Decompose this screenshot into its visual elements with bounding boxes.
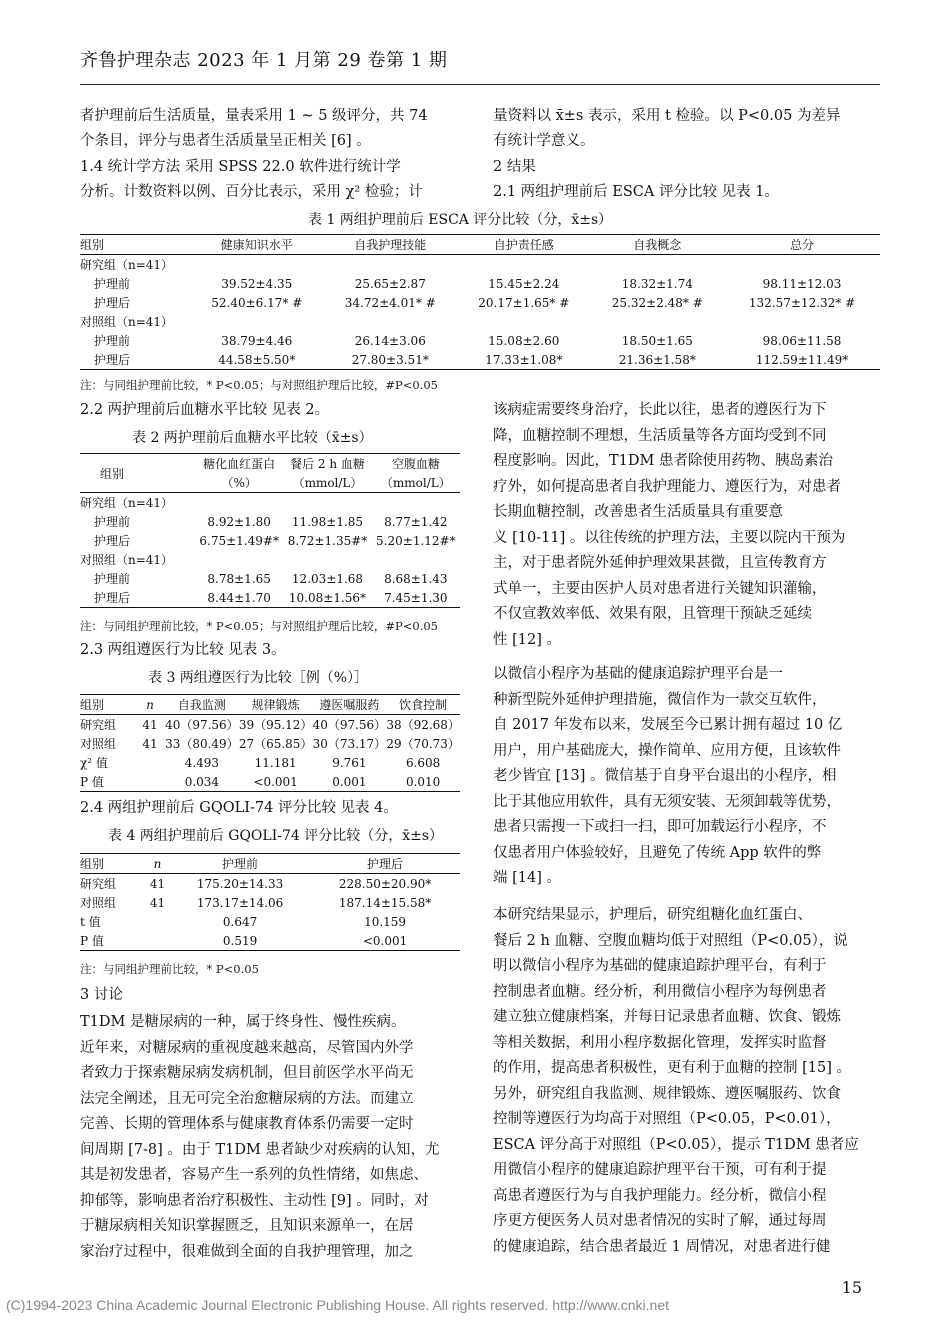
table-cell: 5.20±1.12#*	[376, 533, 456, 548]
table-cell: 9.761	[332, 755, 367, 770]
table-cell: 8.72±1.35#*	[287, 533, 368, 548]
text-line: 完善、长期的管理体系与健康教育体系仍需要一定时	[80, 1116, 414, 1132]
section-heading-2-3: 2.3 两组遵医行为比较 见表 3。	[80, 642, 286, 658]
table-cell: 15.45±2.24	[488, 276, 560, 291]
text-line: 量资料以 x̄±s 表示，采用 t 检验。以 P<0.05 为差异	[493, 108, 841, 124]
table-cell: 0.647	[222, 914, 258, 929]
table-cell: 8.44±1.70	[207, 590, 271, 605]
table-cell: 12.03±1.68	[291, 571, 364, 586]
table2-header: （%）	[221, 476, 257, 490]
table-cell: <0.001	[362, 933, 408, 948]
table1-header: 总分	[790, 238, 815, 252]
table3	[80, 694, 460, 792]
table-cell: 0.519	[222, 933, 258, 948]
table-cell: 98.06±11.58	[762, 333, 842, 348]
table-cell: 11.98±1.85	[291, 514, 364, 529]
text-line: 者护理前后生活质量，量表采用 1 ~ 5 级评分，共 74	[80, 108, 428, 124]
table-cell: 17.33±1.08*	[485, 352, 563, 367]
text-line: T1DM 是糖尿病的一种，属于终身性、慢性疾病。	[80, 1014, 406, 1030]
table-cell: χ² 值	[80, 756, 108, 770]
copyright-footer: (C)1994-2023 China Academic Journal Electronic Publishing House. All rights reserved. http://www.cnki.net	[6, 1297, 669, 1313]
text-line: 抑郁等，影响患者治疗积极性、主动性 [9] 。同时，对	[80, 1193, 429, 1209]
table-row	[80, 874, 460, 894]
table-row	[80, 715, 460, 735]
table-cell: 研究组	[80, 877, 117, 891]
table2	[80, 453, 460, 608]
table-cell: 39.52±4.35	[221, 276, 293, 291]
text-line: 餐后 2 h 血糖、空腹血糖均低于对照组（P<0.05），说	[493, 933, 848, 949]
table-row	[80, 588, 460, 608]
table2-header: 糖化血红蛋白	[203, 457, 276, 471]
text-line: 疗外，如何提高患者自我护理能力、遵医行为，对患者	[493, 479, 841, 495]
table-cell: 护理后	[94, 296, 131, 310]
table-cell: 27（65.85）	[238, 737, 313, 751]
table3-header: 饮食控制	[399, 698, 448, 712]
table-cell: 护理后	[94, 534, 131, 548]
table-cell: 112.59±11.49*	[755, 352, 849, 367]
section-heading-2-2: 2.2 两护理前后血糖水平比较 见表 2。	[80, 402, 330, 418]
table-cell: 8.78±1.65	[207, 571, 271, 586]
text-line: 分析。计数资料以例、百分比表示，采用 χ² 检验；计	[80, 184, 423, 200]
text-line: 自 2017 年发布以来，发展至今已累计拥有超过 10 亿	[493, 717, 843, 733]
text-line: 仅患者用户体验较好，且避免了传统 App 软件的弊	[493, 845, 822, 861]
table-cell: 26.14±3.06	[354, 333, 426, 348]
table-cell: 10.08±1.56*	[288, 590, 367, 605]
table-row	[80, 569, 460, 588]
text-line: 法完全阐述，且无可完全治愈糖尿病的方法。而建立	[80, 1091, 414, 1107]
section-heading-2: 2 结果	[493, 159, 536, 175]
table2-header: （mmol/L）	[292, 476, 363, 490]
table-row	[80, 293, 880, 312]
table-cell: 0.001	[332, 774, 367, 789]
table2-header: （mmol/L）	[380, 476, 451, 490]
table-cell: 25.32±2.48* #	[611, 295, 703, 310]
table-cell: 10.159	[364, 914, 407, 929]
table-cell	[145, 931, 170, 951]
table-cell: 18.50±1.65	[621, 333, 693, 348]
table-cell: 对照组	[80, 896, 117, 910]
table-row	[80, 331, 880, 350]
table-cell	[135, 753, 165, 772]
text-line: 义 [10-11] 。以往传统的护理方法，主要以院内干预为	[493, 530, 846, 546]
table3-header: n	[146, 697, 154, 712]
table2-note: 注：与同组护理前比较，* P<0.05；与对照组护理后比较，#P<0.05	[80, 619, 438, 633]
header-rule	[80, 84, 880, 85]
table4-caption: 表 4 两组护理前后 GQOLI-74 评分比较（分，x̄±s）	[108, 828, 444, 844]
table2-header: 组别	[100, 466, 125, 481]
page-number: 15	[841, 1278, 862, 1297]
text-line: 于糖尿病相关知识掌握匮乏，且知识来源单一，在居	[80, 1218, 414, 1234]
table-cell: 34.72±4.01* #	[344, 295, 436, 310]
table-cell: 39（95.12）	[238, 718, 313, 732]
table-cell: 护理后	[94, 591, 131, 605]
table3-caption: 表 3 两组遵医行为比较［例（%）］	[148, 670, 369, 686]
table-row	[80, 931, 460, 951]
table-cell: 21.36±1.58*	[618, 352, 696, 367]
section-heading-1-4: 1.4 统计学方法 采用 SPSS 22.0 软件进行统计学	[80, 159, 401, 175]
text-line: 序更方便医务人员对患者情况的实时了解，通过每周	[493, 1213, 827, 1229]
text-line: 降，血糖控制不理想，生活质量等各方面均受到不同	[493, 428, 827, 444]
table-cell: 0.034	[184, 774, 220, 789]
table-row	[80, 734, 460, 753]
table-cell: 27.80±3.51*	[351, 352, 429, 367]
text-line: 种新型院外延伸护理措施，微信作为一款交互软件，	[493, 692, 827, 708]
table-row	[80, 912, 460, 931]
table-row	[80, 274, 880, 293]
table-row	[80, 893, 460, 912]
text-line: 用微信小程序的健康追踪护理平台干预，可有利于提	[493, 1162, 827, 1178]
table-cell: 护理前	[94, 334, 131, 348]
table-cell: 0.010	[405, 774, 441, 789]
table3-header: 自我监测	[177, 698, 226, 712]
section-heading-2-4: 2.4 两组护理前后 GQOLI-74 评分比较 见表 4。	[80, 800, 398, 816]
section-heading-2-1: 2.1 两组护理前后 ESCA 评分比较 见表 1。	[493, 184, 779, 200]
table1-header: 健康知识水平	[220, 238, 293, 252]
table1-header: 自护责任感	[493, 238, 554, 252]
table-cell: 8.92±1.80	[207, 514, 271, 529]
table-cell: 护理前	[94, 572, 131, 586]
table-cell: 33（80.49）	[165, 737, 239, 751]
text-line: 程度影响。因此，T1DM 患者除使用药物、胰岛素治	[493, 453, 833, 469]
text-line: 高患者遵医行为与自我护理能力。经分析，微信小程	[493, 1188, 827, 1204]
table-cell: 132.57±12.32* #	[748, 295, 856, 310]
table3-header: 遵医嘱服药	[319, 698, 380, 712]
section-heading-3: 3 讨论	[80, 987, 123, 1003]
table4-header: n	[153, 856, 162, 871]
table-cell: 44.58±5.50*	[218, 352, 296, 367]
table2-group: 研究组（n=41）	[80, 496, 174, 510]
table2-group: 对照组（n=41）	[80, 553, 174, 567]
text-line: 老少皆宜 [13] 。微信基于自身平台退出的小程序，相	[493, 768, 837, 784]
table1-header: 自我概念	[633, 238, 682, 252]
text-line: 控制患者血糖。经分析，利用微信小程序为每例患者	[493, 984, 827, 1000]
text-line: 其是初发患者，容易产生一系列的负性情绪，如焦虑、	[80, 1167, 428, 1183]
text-line: 间周期 [7-8] 。由于 T1DM 患者缺少对疾病的认知，尤	[80, 1142, 440, 1158]
table1	[80, 234, 880, 370]
table-cell: P 值	[80, 775, 104, 789]
text-line: 的健康追踪，结合患者最近 1 周情况，对患者进行健	[493, 1239, 831, 1255]
text-line: 明以微信小程序为基础的健康追踪护理平台，有利于	[493, 958, 827, 974]
table-row	[80, 772, 460, 792]
table-cell: 173.17±14.06	[196, 895, 284, 910]
table-cell: 40（97.56）	[165, 718, 239, 732]
text-line: 患者只需搜一下或扫一扫，即可加载运行小程序，不	[493, 819, 827, 835]
table-row	[80, 753, 460, 772]
table-cell: P 值	[80, 934, 104, 948]
table-cell: 41	[149, 876, 166, 891]
table-cell: 护理前	[94, 277, 131, 291]
table-cell: 40（97.56）	[312, 718, 387, 732]
table-cell: 4.493	[184, 755, 220, 770]
table-cell: 8.68±1.43	[384, 571, 448, 586]
table-cell: 护理前	[94, 515, 131, 529]
text-line: 控制等遵医行为均高于对照组（P<0.05，P<0.01），	[493, 1111, 841, 1127]
text-line: 的作用，提高患者积极性，更有利于血糖的控制 [15] 。	[493, 1060, 851, 1076]
text-line: 者致力于探索糖尿病发病机制，但目前医学水平尚无	[80, 1065, 414, 1081]
table3-header: 规律锻炼	[251, 698, 300, 712]
table4-header: 组别	[80, 857, 105, 871]
text-line: 式单一，主要由医护人员对患者进行关键知识灌输，	[493, 581, 827, 597]
text-line: 建立独立健康档案，并每日记录患者血糖、饮食、锻炼	[493, 1009, 841, 1025]
table1-header: 组别	[80, 238, 105, 252]
table-cell: 研究组	[80, 718, 117, 732]
table-cell: 6.75±1.49#*	[199, 533, 279, 548]
table-cell: t 值	[80, 915, 101, 929]
table-cell: 护理后	[94, 353, 131, 367]
text-line: 个条目，评分与患者生活质量呈正相关 [6] 。	[80, 133, 371, 149]
text-line: 比于其他应用软件，具有无须安装、无须卸载等优势，	[493, 794, 841, 810]
text-line: 有统计学意义。	[493, 133, 595, 149]
table-cell: 15.08±2.60	[488, 333, 560, 348]
table2-header: 餐后 2 h 血糖	[290, 457, 365, 471]
text-line: ESCA 评分高于对照组（P<0.05），提示 T1DM 患者应	[493, 1137, 859, 1153]
table-cell: 30（73.17）	[312, 737, 387, 751]
table-cell: 对照组	[80, 737, 117, 751]
text-line: 用户，用户基础庞大，操作简单、应用方便，且该软件	[493, 743, 841, 759]
table2-header: 空腹血糖	[391, 457, 440, 471]
table-row	[80, 531, 460, 550]
table-cell: 20.17±1.65* #	[478, 295, 570, 310]
text-line: 本研究结果显示，护理后，研究组糖化血红蛋白、	[493, 907, 812, 923]
text-line: 以微信小程序为基础的健康追踪护理平台是一	[493, 666, 783, 682]
text-line: 另外，研究组自我监测、规律锻炼、遵医嘱服药、饮食	[493, 1086, 841, 1102]
table1-group: 对照组（n=41）	[80, 315, 174, 329]
text-line: 端 [14] 。	[493, 870, 561, 886]
text-line: 不仅宣教效率低、效果有限，且管理干预缺乏延续	[493, 606, 812, 622]
text-line: 性 [12] 。	[493, 632, 561, 648]
table-cell	[145, 912, 170, 931]
table-cell: 18.32±1.74	[621, 276, 693, 291]
table4-header: 护理后	[367, 857, 404, 871]
table-cell: 228.50±20.90*	[338, 876, 432, 891]
text-line: 家治疗过程中，很难做到全面的自我护理管理，加之	[80, 1244, 414, 1260]
table-cell: 175.20±14.33	[196, 876, 284, 891]
text-line: 等相关数据，利用小程序数据化管理，发挥实时监督	[493, 1035, 827, 1051]
table1-note: 注：与同组护理前比较，* P<0.05；与对照组护理后比较，#P<0.05	[80, 378, 438, 392]
table-cell: 41	[142, 717, 158, 732]
table4-header: 护理前	[222, 857, 259, 871]
table-cell: 41	[142, 736, 158, 751]
table-cell	[135, 772, 165, 792]
table-cell: 41	[149, 895, 166, 910]
table3-header: 组别	[80, 698, 105, 712]
table-cell: 38（92.68）	[386, 718, 460, 732]
table-cell: 98.11±12.03	[762, 276, 842, 291]
table-cell: 6.608	[405, 755, 441, 770]
table1-header: 自我护理技能	[354, 238, 427, 252]
table-cell: 7.45±1.30	[384, 590, 448, 605]
table-cell: 25.65±2.87	[354, 276, 426, 291]
table-cell: 29（70.73）	[386, 737, 460, 751]
table4	[80, 853, 460, 951]
table-cell: 52.40±6.17* #	[211, 295, 303, 310]
table1-caption: 表 1 两组护理前后 ESCA 评分比较（分，x̄±s）	[308, 212, 613, 228]
text-line: 主，对于患者院外延伸护理效果甚微，且宣传教育方	[493, 555, 827, 571]
table-cell: 38.79±4.46	[221, 333, 293, 348]
text-line: 长期血糖控制，改善患者生活质量具有重要意	[493, 504, 783, 520]
table4-note: 注：与同组护理前比较，* P<0.05	[80, 962, 259, 976]
table-row	[80, 512, 460, 531]
table2-caption: 表 2 两护理前后血糖水平比较（x̄±s）	[132, 430, 373, 446]
table-cell: 187.14±15.58*	[338, 895, 432, 910]
table-cell: <0.001	[253, 774, 298, 789]
table1-group: 研究组（n=41）	[80, 258, 174, 272]
text-line: 该病症需要终身治疗，长此以往，患者的遵医行为下	[493, 402, 827, 418]
table-row	[80, 350, 880, 370]
table-cell: 11.181	[254, 755, 297, 770]
text-line: 近年来，对糖尿病的重视度越来越高，尽管国内外学	[80, 1040, 414, 1056]
table-cell: 8.77±1.42	[384, 514, 448, 529]
journal-header: 齐鲁护理杂志 2023 年 1 月第 29 卷第 1 期	[80, 50, 448, 71]
